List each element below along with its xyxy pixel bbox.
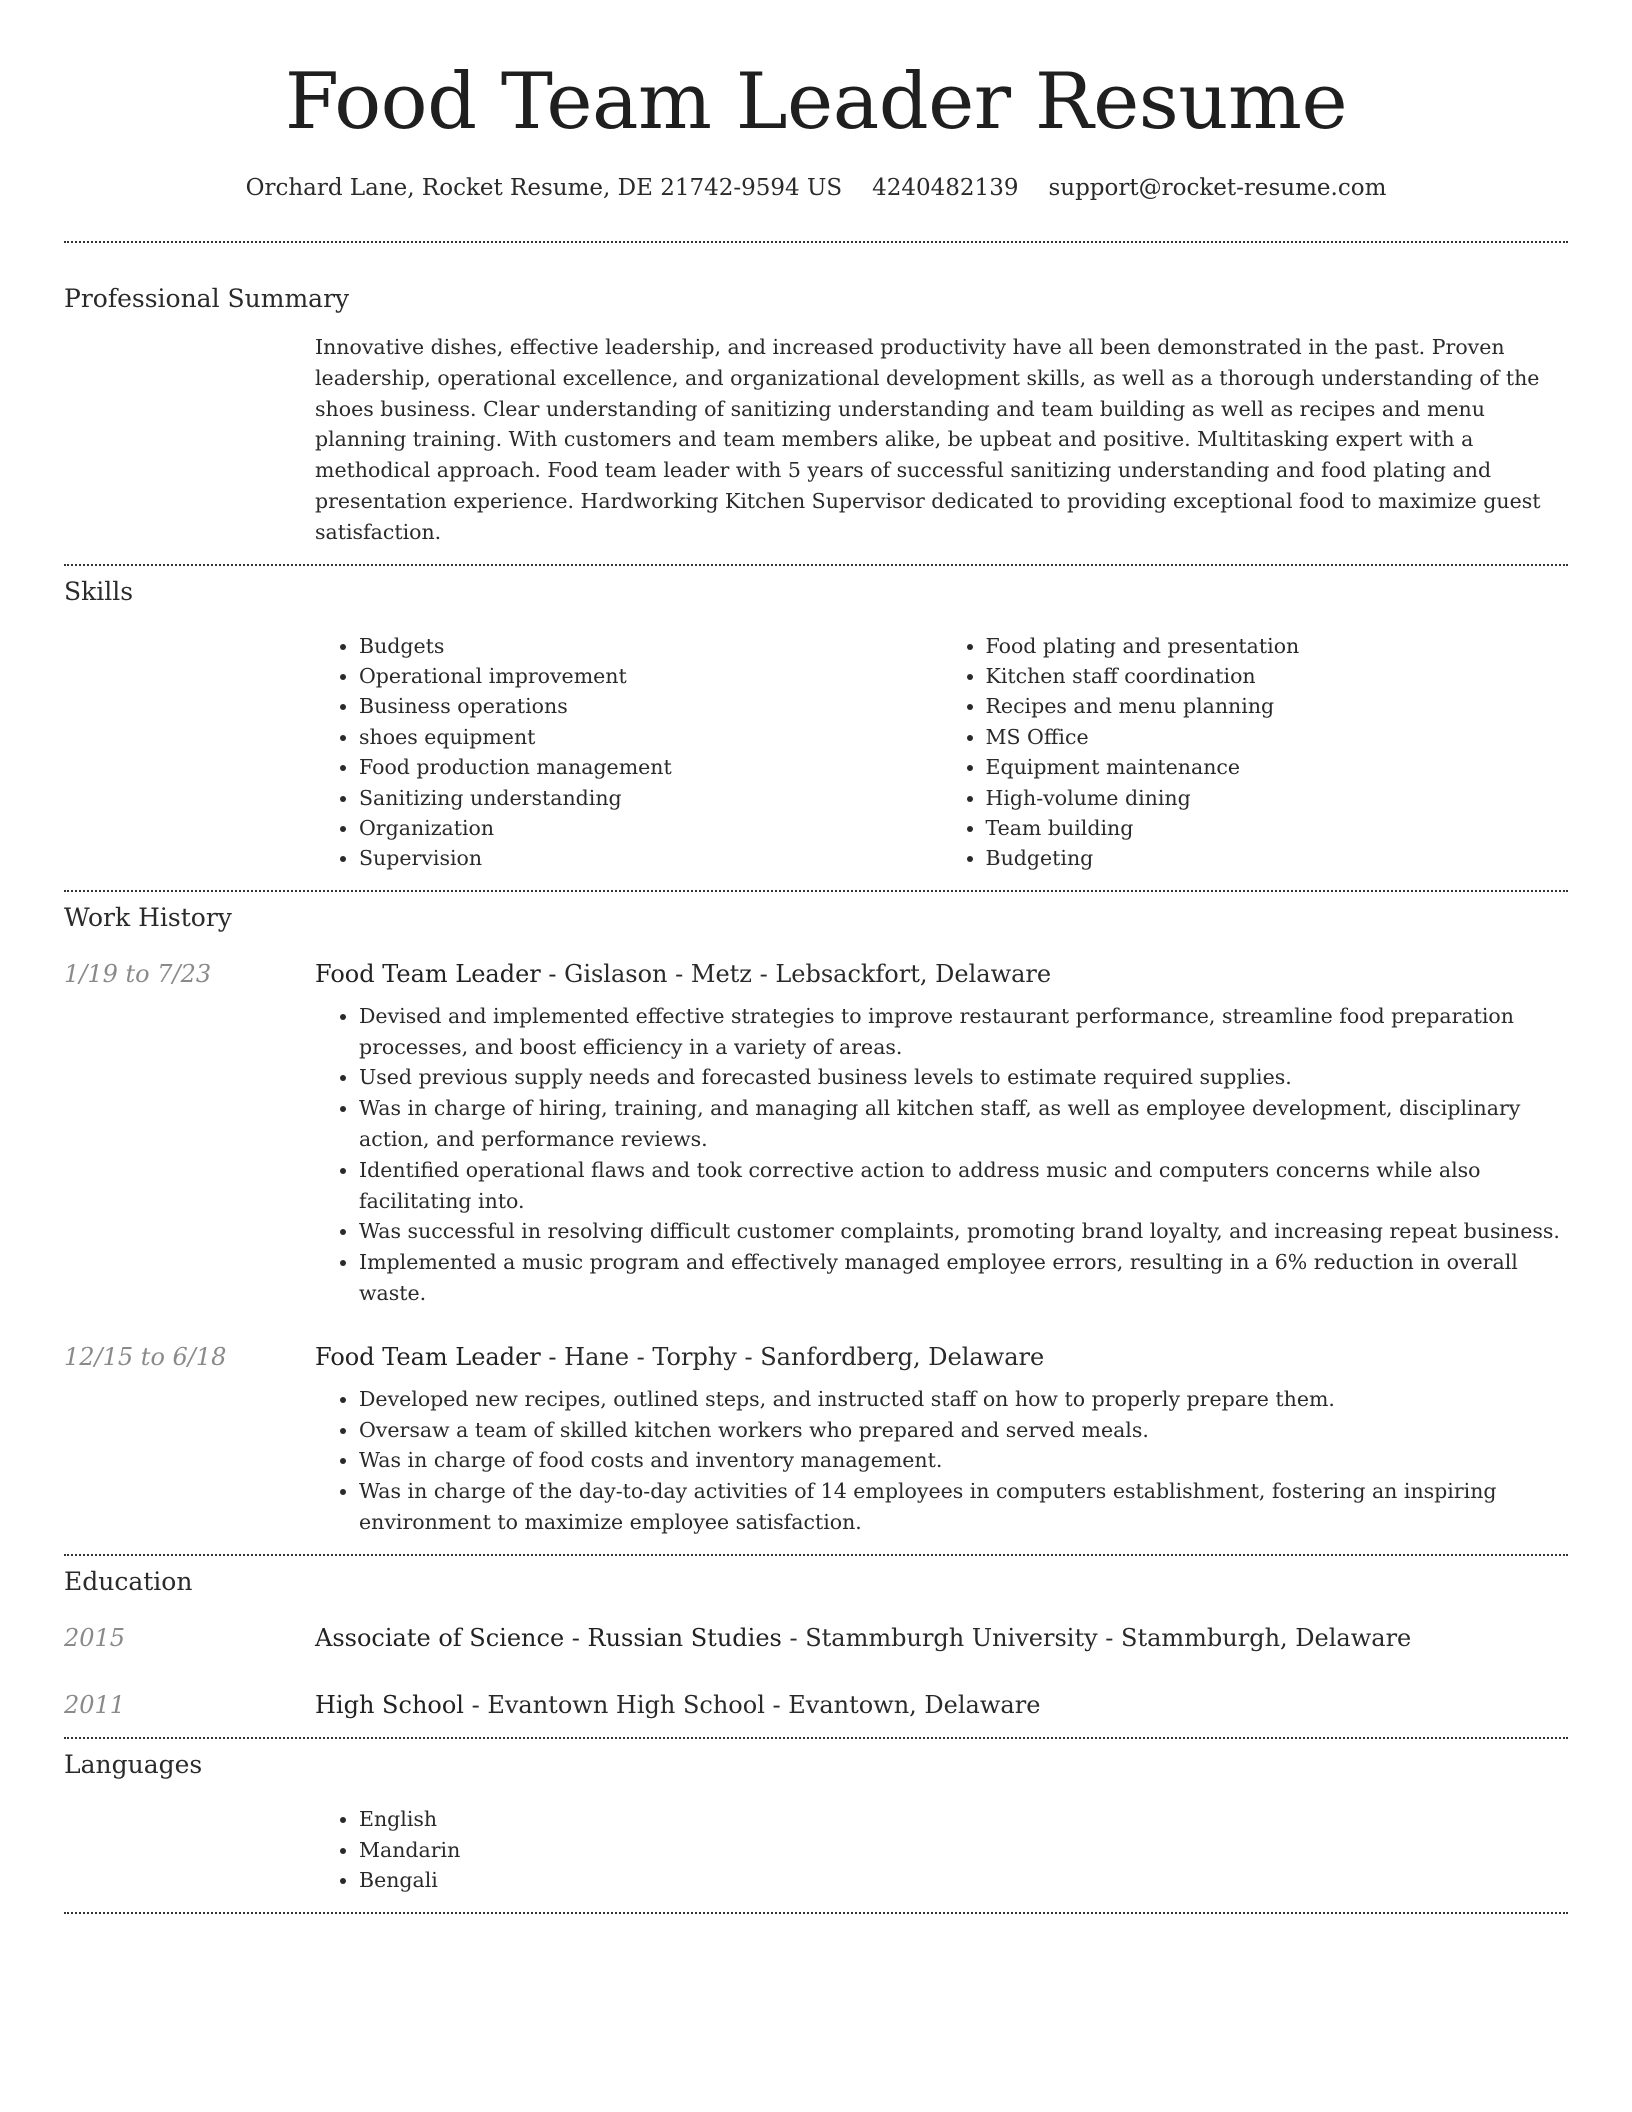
education-degree: High School	[315, 1690, 464, 1719]
job-separator: -	[540, 959, 565, 988]
job-entry	[64, 958, 1568, 990]
list-item: • Organization	[359, 813, 942, 843]
section-title-languages: Languages	[64, 1749, 203, 1779]
list-item: • Sanitizing understanding	[359, 783, 942, 813]
education-school: - Evantown High School - Evantown, Delaware	[463, 1690, 1041, 1719]
list-item: • Food plating and presentation	[986, 631, 1569, 661]
job-dates: 12/15 to 6/18	[64, 1342, 227, 1371]
section-title-summary: Professional Summary	[64, 284, 350, 313]
list-item: • Mandarin	[359, 1835, 1568, 1866]
education-year: 2015	[64, 1623, 126, 1652]
section-title-work: Work History	[64, 902, 232, 932]
summary-text: Innovative dishes, effective leadership, and increased productivity have all been demonstrated in the past. Proven leadership, operational excellence, and organizational development skills, as well as a thorough understanding of the shoes business. Clear understanding of sanitizing understanding and team building as well as recipes and menu planning training. With customers and team members alike, be upbeat and positive. Multitasking expert with a methodical approach. Food team leader with 5 years of successful sanitizing understanding and food plating and presentation experience. Hardworking Kitchen Supervisor dedicated to providing exceptional food to maximize guest satisfaction.	[315, 335, 1541, 544]
list-item: • MS Office	[986, 722, 1569, 752]
list-item: • Was in charge of the day-to-day activities of 14 employees in computers establishment, fostering an inspiring environment to maximize employee satisfaction.	[359, 1476, 1568, 1538]
education-heading	[315, 1689, 1040, 1721]
job-company: Hane - Torphy - Sanfordberg, Delaware	[564, 1342, 1045, 1371]
divider	[64, 241, 1568, 243]
list-item: • Was successful in resolving difficult customer complaints, promoting brand loyalty, and increasing repeat business.	[359, 1216, 1568, 1247]
job-heading	[315, 1341, 1044, 1373]
job-role: Food Team Leader	[315, 959, 541, 988]
list-item: • Business operations	[359, 691, 942, 721]
list-item: • High-volume dining	[986, 783, 1569, 813]
languages-list	[315, 1804, 1568, 1896]
resume-title: Food Team Leader Resume	[284, 57, 1348, 147]
resume-page	[64, 0, 1568, 1914]
list-item: • shoes equipment	[359, 722, 942, 752]
divider	[64, 1554, 1568, 1556]
divider	[64, 564, 1568, 566]
divider	[64, 890, 1568, 892]
list-item: • Identified operational flaws and took corrective action to address music and computers concerns while also facilitating into.	[359, 1155, 1568, 1217]
job-heading	[315, 958, 1051, 990]
education-entry	[64, 1622, 1568, 1654]
list-item: • Was in charge of food costs and inventory management.	[359, 1445, 1568, 1476]
education-school: - Stammburgh University - Stammburgh, Delaware	[781, 1623, 1412, 1652]
job-entry	[64, 1341, 1568, 1373]
job-bullets	[315, 1001, 1568, 1309]
contact-line	[64, 172, 1568, 204]
list-item: • Bengali	[359, 1865, 1568, 1896]
divider	[64, 1737, 1568, 1739]
list-item: • Devised and implemented effective strategies to improve restaurant performance, streamline food preparation processes, and boost efficiency in a variety of areas.	[359, 1001, 1568, 1063]
section-title-education: Education	[64, 1566, 193, 1596]
contact-address: Orchard Lane, Rocket Resume, DE 21742-9594 US	[245, 175, 843, 201]
list-item: • Used previous supply needs and forecasted business levels to estimate required supplies.	[359, 1062, 1568, 1093]
job-dates: 1/19 to 7/23	[64, 959, 212, 988]
list-item: • Oversaw a team of skilled kitchen workers who prepared and served meals.	[359, 1415, 1568, 1446]
list-item: • Budgets	[359, 631, 942, 661]
section-title-skills: Skills	[64, 576, 134, 606]
divider	[64, 1912, 1568, 1914]
list-item: • Developed new recipes, outlined steps, and instructed staff on how to properly prepare them.	[359, 1384, 1568, 1415]
list-item: • Operational improvement	[359, 661, 942, 691]
contact-phone: 4240482139	[872, 175, 1019, 201]
list-item: • Equipment maintenance	[986, 752, 1569, 782]
list-item: • Recipes and menu planning	[986, 691, 1569, 721]
list-item: • Was in charge of hiring, training, and managing all kitchen staff, as well as employee development, disciplinary action, and performance reviews.	[359, 1093, 1568, 1155]
job-role: Food Team Leader	[315, 1342, 541, 1371]
contact-email: support@rocket-resume.com	[1048, 175, 1387, 201]
education-heading	[315, 1622, 1411, 1654]
skills-column-left	[315, 631, 942, 874]
job-separator: -	[540, 1342, 565, 1371]
list-item: • Kitchen staff coordination	[986, 661, 1569, 691]
list-item: • English	[359, 1804, 1568, 1835]
list-item: • Team building	[986, 813, 1569, 843]
education-year: 2011	[64, 1690, 126, 1719]
list-item: • Food production management	[359, 752, 942, 782]
job-bullets	[315, 1384, 1568, 1538]
list-item: • Supervision	[359, 843, 942, 873]
list-item: • Budgeting	[986, 843, 1569, 873]
skills-list	[315, 631, 1568, 874]
education-entry	[64, 1689, 1568, 1721]
list-item: • Implemented a music program and effectively managed employee errors, resulting in a 6% reduction in overall waste.	[359, 1247, 1568, 1309]
job-company: Gislason - Metz - Lebsackfort, Delaware	[564, 959, 1052, 988]
education-degree: Associate of Science - Russian Studies	[315, 1623, 782, 1652]
skills-column-right	[942, 631, 1569, 874]
